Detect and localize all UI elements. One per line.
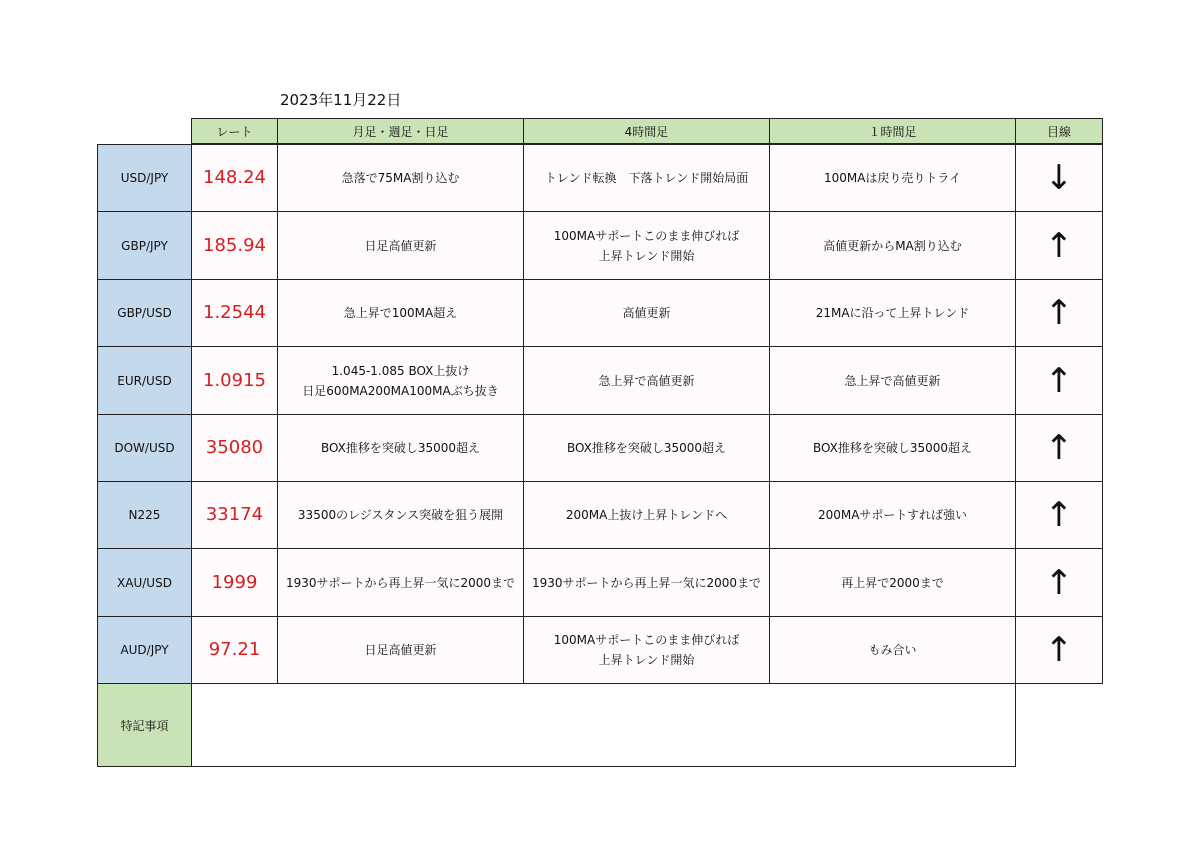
monthly-analysis: BOX推移を突破し35000超え	[277, 414, 524, 482]
monthly-analysis: 1.045-1.085 BOX上抜け 日足600MA200MA100MAぶち抜き	[277, 346, 524, 415]
h1-analysis: 再上昇で2000まで	[769, 548, 1016, 617]
rate-value: 1.2544	[191, 279, 278, 347]
pair-label: EUR/USD	[97, 346, 192, 415]
monthly-analysis: 33500のレジスタンス突破を狙う展開	[277, 481, 524, 549]
h4-analysis: 100MAサポートこのまま伸びれば 上昇トレンド開始	[523, 211, 770, 280]
rate-value: 1999	[191, 548, 278, 617]
rate-value: 35080	[191, 414, 278, 482]
rate-value: 1.0915	[191, 346, 278, 415]
monthly-analysis: 急落で75MA割り込む	[277, 144, 524, 212]
arrow-up-icon: ↑	[1015, 548, 1103, 617]
report-date: 2023年11月22日	[280, 91, 402, 109]
arrow-up-icon: ↑	[1015, 481, 1103, 549]
monthly-analysis: 日足高値更新	[277, 616, 524, 684]
arrow-up-icon: ↑	[1015, 211, 1103, 280]
notes-box[interactable]	[191, 683, 1016, 767]
header-1h: １時間足	[769, 118, 1016, 144]
h4-analysis: BOX推移を突破し35000超え	[523, 414, 770, 482]
h1-analysis: 高値更新からMA割り込む	[769, 211, 1016, 280]
rate-value: 148.24	[191, 144, 278, 212]
h4-analysis: トレンド転換 下落トレンド開始局面	[523, 144, 770, 212]
monthly-analysis: 日足高値更新	[277, 211, 524, 280]
pair-label: GBP/USD	[97, 279, 192, 347]
header-4h: 4時間足	[523, 118, 770, 144]
rate-value: 185.94	[191, 211, 278, 280]
monthly-analysis: 1930サポートから再上昇一気に2000まで	[277, 548, 524, 617]
header-rate: レート	[191, 118, 278, 144]
pair-label: XAU/USD	[97, 548, 192, 617]
h1-analysis: 200MAサポートすれば強い	[769, 481, 1016, 549]
pair-label: GBP/JPY	[97, 211, 192, 280]
h4-analysis: 1930サポートから再上昇一気に2000まで	[523, 548, 770, 617]
monthly-analysis: 急上昇で100MA超え	[277, 279, 524, 347]
h1-analysis: 21MAに沿って上昇トレンド	[769, 279, 1016, 347]
pair-label: DOW/USD	[97, 414, 192, 482]
arrow-up-icon: ↑	[1015, 616, 1103, 684]
pair-label: N225	[97, 481, 192, 549]
rate-value: 33174	[191, 481, 278, 549]
arrow-up-icon: ↑	[1015, 279, 1103, 347]
pair-label: USD/JPY	[97, 144, 192, 212]
header-monthly-weekly-daily: 月足・週足・日足	[277, 118, 524, 144]
notes-label: 特記事項	[97, 683, 192, 767]
h4-analysis: 高値更新	[523, 279, 770, 347]
header-target: 目線	[1015, 118, 1103, 144]
arrow-down-icon: ↓	[1015, 144, 1103, 212]
h4-analysis: 100MAサポートこのまま伸びれば 上昇トレンド開始	[523, 616, 770, 684]
arrow-up-icon: ↑	[1015, 414, 1103, 482]
pair-label: AUD/JPY	[97, 616, 192, 684]
arrow-up-icon: ↑	[1015, 346, 1103, 415]
h1-analysis: BOX推移を突破し35000超え	[769, 414, 1016, 482]
h4-analysis: 200MA上抜け上昇トレンドへ	[523, 481, 770, 549]
h1-analysis: 急上昇で高値更新	[769, 346, 1016, 415]
h1-analysis: 100MAは戻り売りトライ	[769, 144, 1016, 212]
h4-analysis: 急上昇で高値更新	[523, 346, 770, 415]
rate-value: 97.21	[191, 616, 278, 684]
h1-analysis: もみ合い	[769, 616, 1016, 684]
